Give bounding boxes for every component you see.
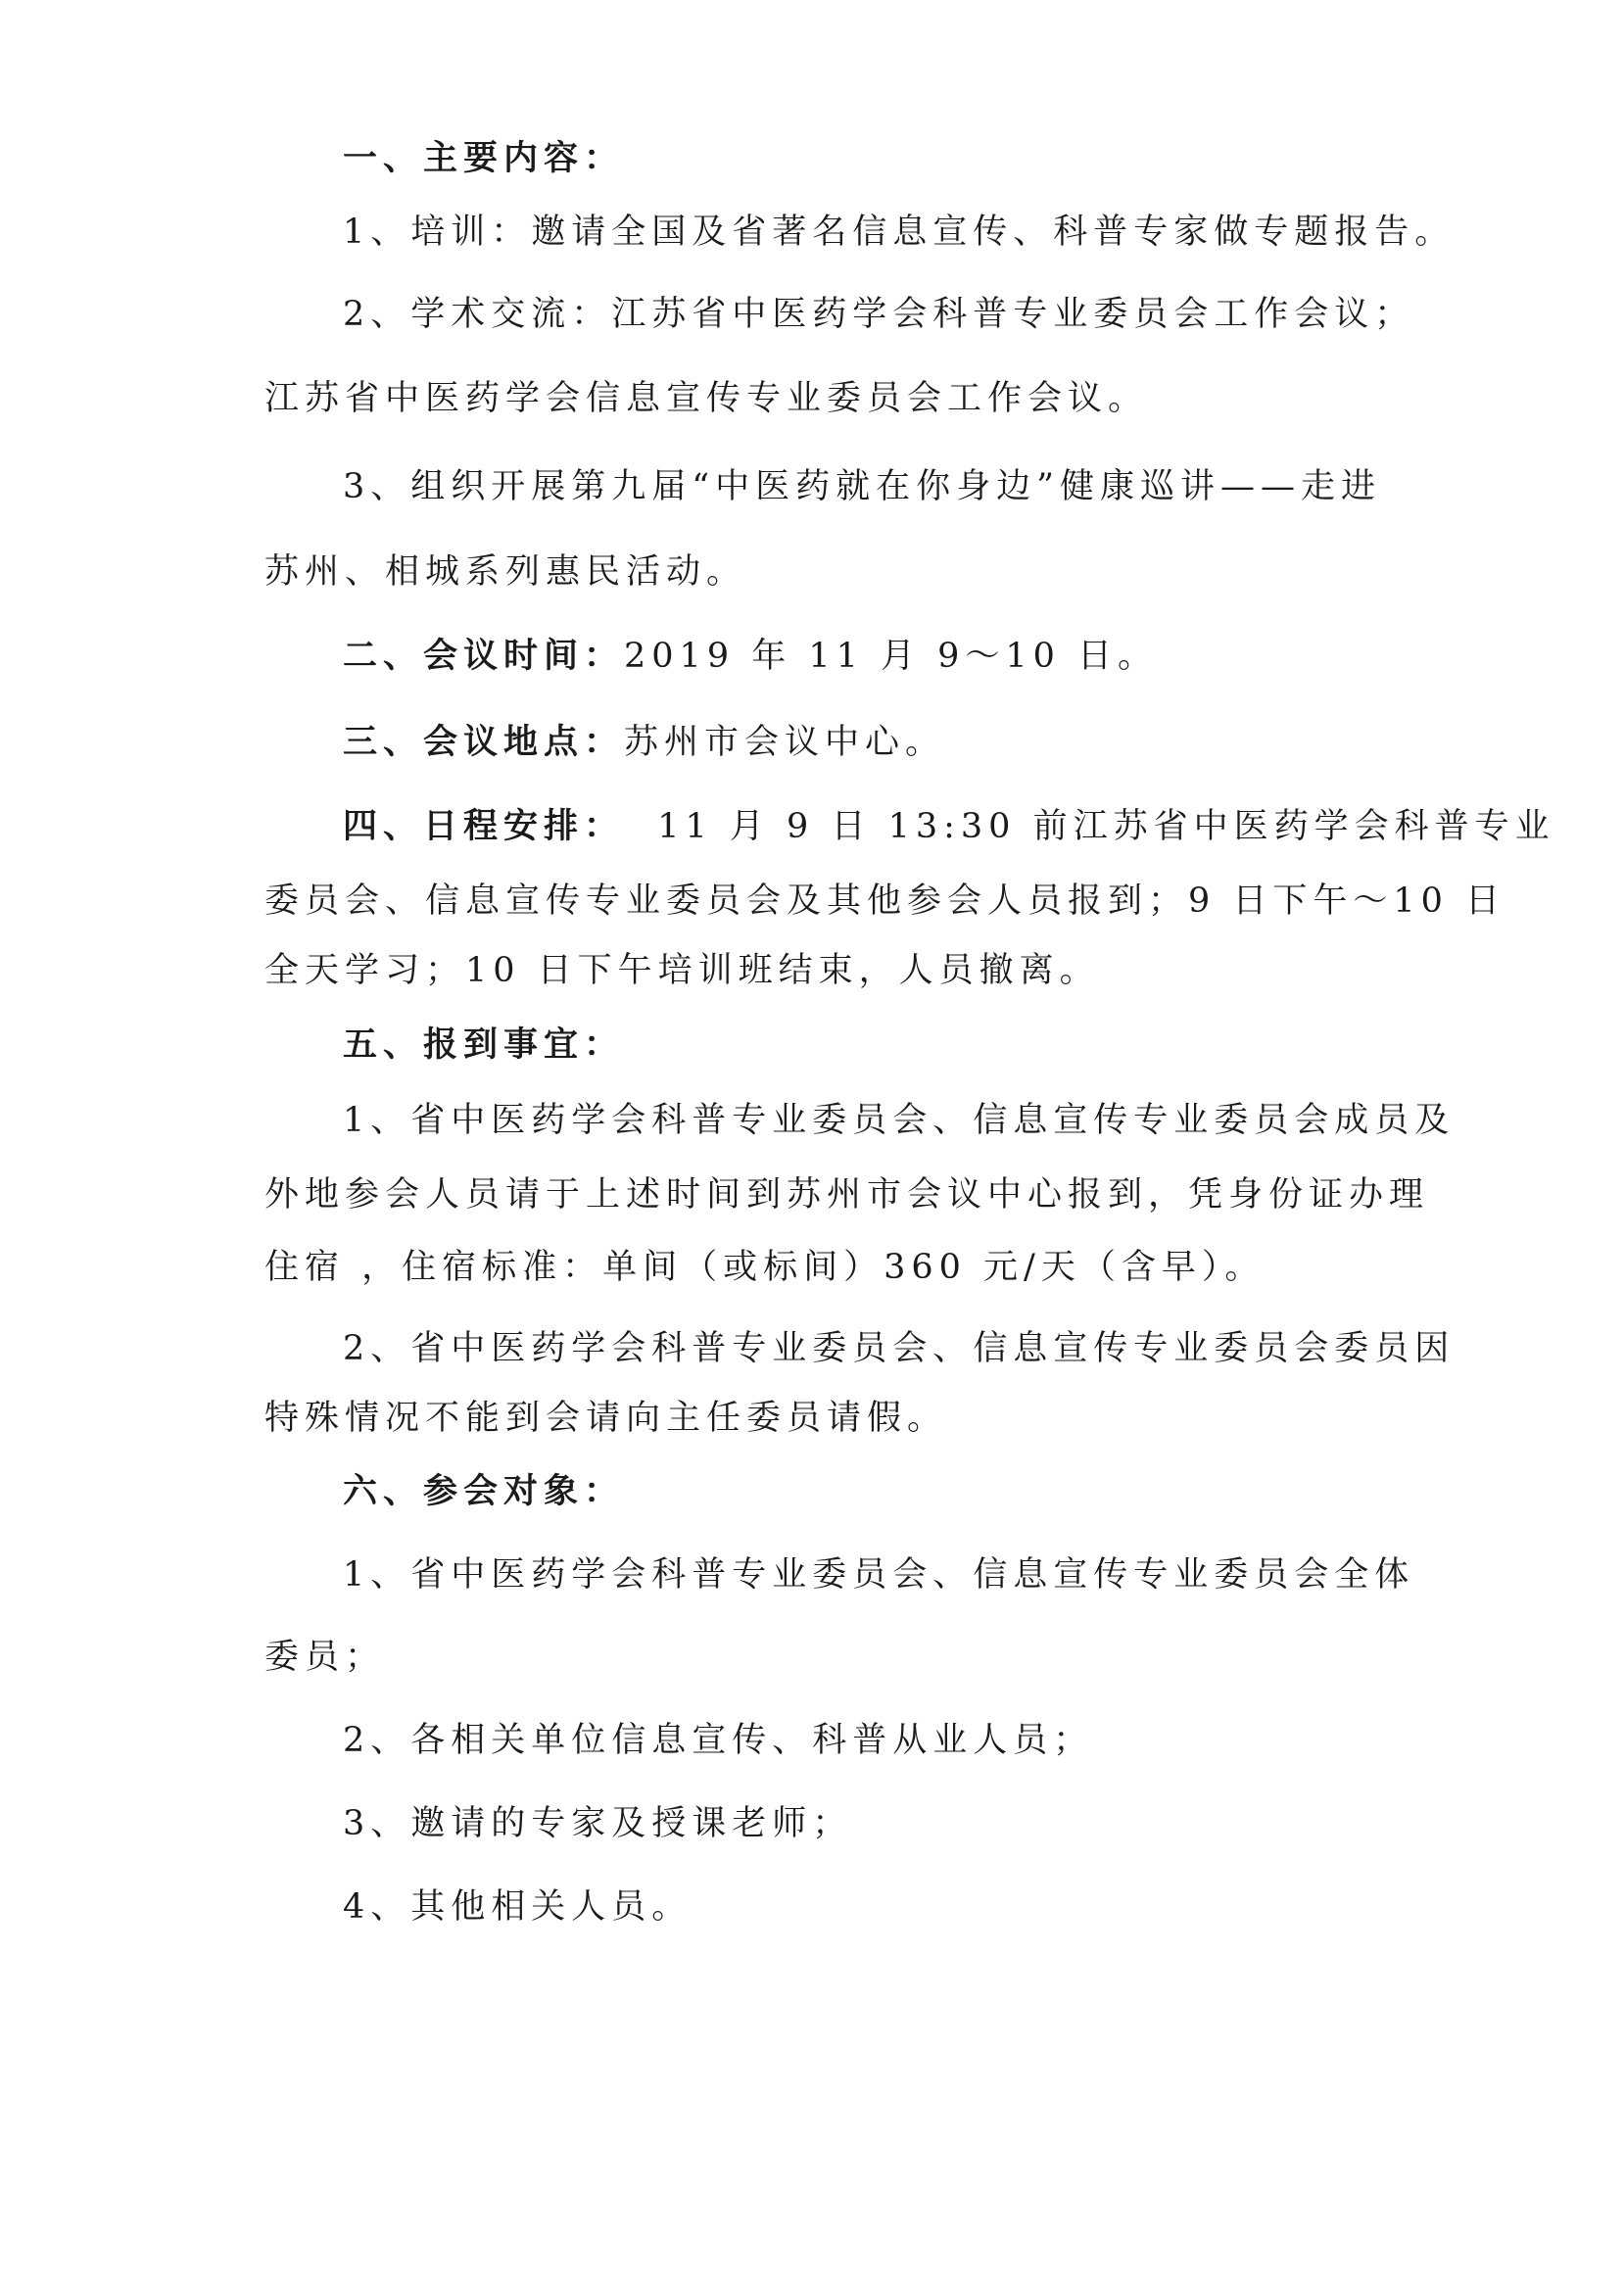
section-heading-meeting-time: 二、会议时间：: [343, 636, 625, 676]
schedule-text-line1: 11 月 9 日 13:30 前江苏省中医药学会科普专业: [624, 807, 1555, 846]
content-item-academic-line2: 江苏省中医药学会信息宣传专业委员会工作会议。: [264, 379, 1149, 418]
attendees-item4: 4、其他相关人员。: [343, 1887, 693, 1927]
section-heading-main-content: 一、主要内容：: [343, 138, 625, 178]
section-heading-schedule: 四、日程安排：: [343, 806, 625, 846]
section-heading-registration: 五、报到事宜：: [343, 1024, 625, 1065]
registration-item2-line1: 2、省中医药学会科普专业委员会、信息宣传专业委员会委员因: [343, 1329, 1456, 1368]
meeting-time-value: 2019 年 11 月 9～10 日。: [624, 637, 1159, 676]
attendees-item3: 3、邀请的专家及授课老师；: [343, 1804, 853, 1843]
meeting-location-value: 苏州市会议中心。: [624, 723, 946, 762]
schedule-text-line2: 委员会、信息宣传专业委员会及其他参会人员报到；9 日下午～10 日: [264, 881, 1506, 921]
content-item-tour-line2: 苏州、相城系列惠民活动。: [264, 552, 747, 592]
attendees-item1-line1: 1、省中医药学会科普专业委员会、信息宣传专业委员会全体: [343, 1555, 1415, 1595]
registration-item2-line2: 特殊情况不能到会请向主任委员请假。: [264, 1399, 948, 1438]
section-heading-attendees: 六、参会对象：: [343, 1471, 625, 1511]
meeting-time-paragraph: [343, 635, 1158, 678]
content-item-tour-line1: 3、组织开展第九届“中医药就在你身边”健康巡讲——走进: [343, 467, 1382, 506]
attendees-item1-line2: 委员；: [264, 1638, 386, 1677]
registration-item1-line1: 1、省中医药学会科普专业委员会、信息宣传专业委员会成员及: [343, 1101, 1456, 1140]
content-item-academic-line1: 2、学术交流：江苏省中医药学会科普专业委员会工作会议；: [343, 295, 1415, 334]
registration-item1-line2: 外地参会人员请于上述时间到苏州市会议中心报到，凭身份证办理: [264, 1175, 1430, 1215]
registration-item1-line3: 住宿 ，住宿标准：单间（或标间）360 元/天（含早）。: [264, 1248, 1266, 1287]
attendees-item2: 2、各相关单位信息宣传、科普从业人员；: [343, 1721, 1094, 1760]
content-item-training: 1、培训：邀请全国及省著名信息宣传、科普专家做专题报告。: [343, 213, 1456, 252]
section-heading-meeting-location: 三、会议地点：: [343, 722, 625, 762]
schedule-paragraph-line1: [343, 805, 1555, 848]
meeting-location-paragraph: [343, 721, 945, 764]
schedule-text-line3: 全天学习；10 日下午培训班结束，人员撤离。: [264, 951, 1100, 990]
